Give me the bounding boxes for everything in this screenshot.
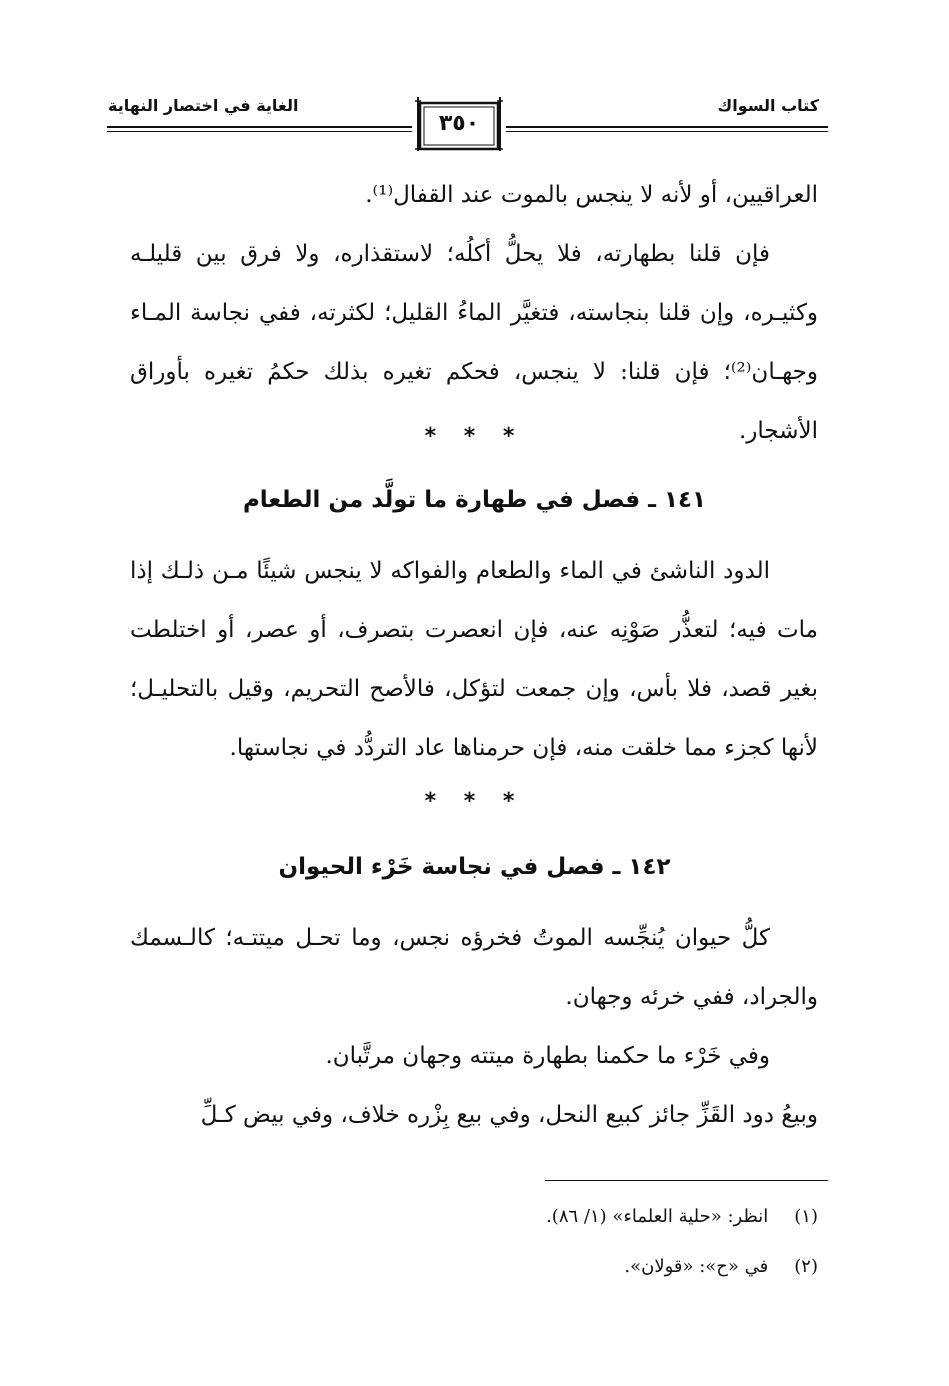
section-separator-2: * * * — [424, 789, 525, 814]
paragraph-animal-excrement: كلُّ حيوان يُنجِّسه الموتُ فخرؤه نجس، وما تحـل ميتتـه؛ كالـسمك والجراد، ففي خرئه وجهان. — [130, 925, 818, 1010]
paragraph-section-141: الدود الناشئ في الماء والطعام والفواكه لا ينجس شيئًا مـن ذلـك إذا مات فيه؛ لتعذُّر صَوْنِه عنه، فإن انعصرت بتصرف، أو عصر، أو اختلطت بغير قصد، فلا بأس، وإن جمعت لتؤكل، فالأصح التحريم، وقيل بالتحليـل؛ لأنها كجزء مما خلقت منه، فإن حرمناها عاد التردُّد في نجاستها. — [130, 558, 818, 761]
footnote-text: انظر: «حلية العلماء» (١/ ٨٦). — [546, 1206, 769, 1227]
section-141-text-block — [130, 542, 818, 778]
footnote-1 — [546, 1206, 818, 1227]
running-header-work-title: الغاية في اختصار النهاية — [108, 96, 299, 115]
footnote-number: (١) — [794, 1206, 818, 1227]
paragraph-purity-ruling: فإن قلنا بطهارته، فلا يحلُّ أكلُه؛ لاستقذاره، ولا فرق بين قليلـه وكثيـره، وإن قلنا بنجاسته، فتغيَّر الماءُ القليل؛ لكثرته، ففي نجاسة المـاء وجهـان⁽²⁾؛ فإن قلنا: لا ينجس، فحكم تغيره بذلك حكمُ تغيره بأوراق الأشجار. — [130, 241, 818, 444]
header-rule-left-top — [107, 126, 412, 128]
top-text-block — [130, 166, 818, 461]
header-rule-right-top — [506, 126, 828, 128]
paragraph-silkworm-sale: وبيعُ دود القَزِّ جائز كبيع النحل، وفي بيع بِزْره خلاف، وفي بيض كـلِّ — [200, 1102, 818, 1128]
section-heading-141: ١٤١ ـ فصل في طهارة ما تولَّد من الطعام — [242, 487, 707, 513]
footnote-rule — [545, 1180, 828, 1181]
paragraph-continued: العراقيين، أو لأنه لا ينجس بالموت عند القفال⁽¹⁾. — [365, 182, 818, 208]
header-rule-right-bottom — [506, 131, 828, 132]
section-142-text-block — [130, 909, 818, 1145]
page-number-frame — [414, 93, 504, 153]
section-separator-1: * * * — [424, 424, 525, 449]
paragraph-ranked-views: وفي خَرْء ما حكمنا بطهارة ميتته وجهان مرتَّبان. — [325, 1043, 770, 1069]
header-rule-left-bottom — [107, 131, 412, 132]
footnote-2 — [624, 1256, 818, 1277]
footnote-number: (٢) — [794, 1256, 818, 1277]
section-heading-142: ١٤٢ ـ فصل في نجاسة خَرْء الحيوان — [278, 854, 671, 880]
running-header-book-title: كتاب السواك — [717, 96, 819, 115]
page-number: ٣٥٠ — [438, 110, 480, 136]
footnote-text: في «ح»: «قولان». — [624, 1256, 769, 1277]
